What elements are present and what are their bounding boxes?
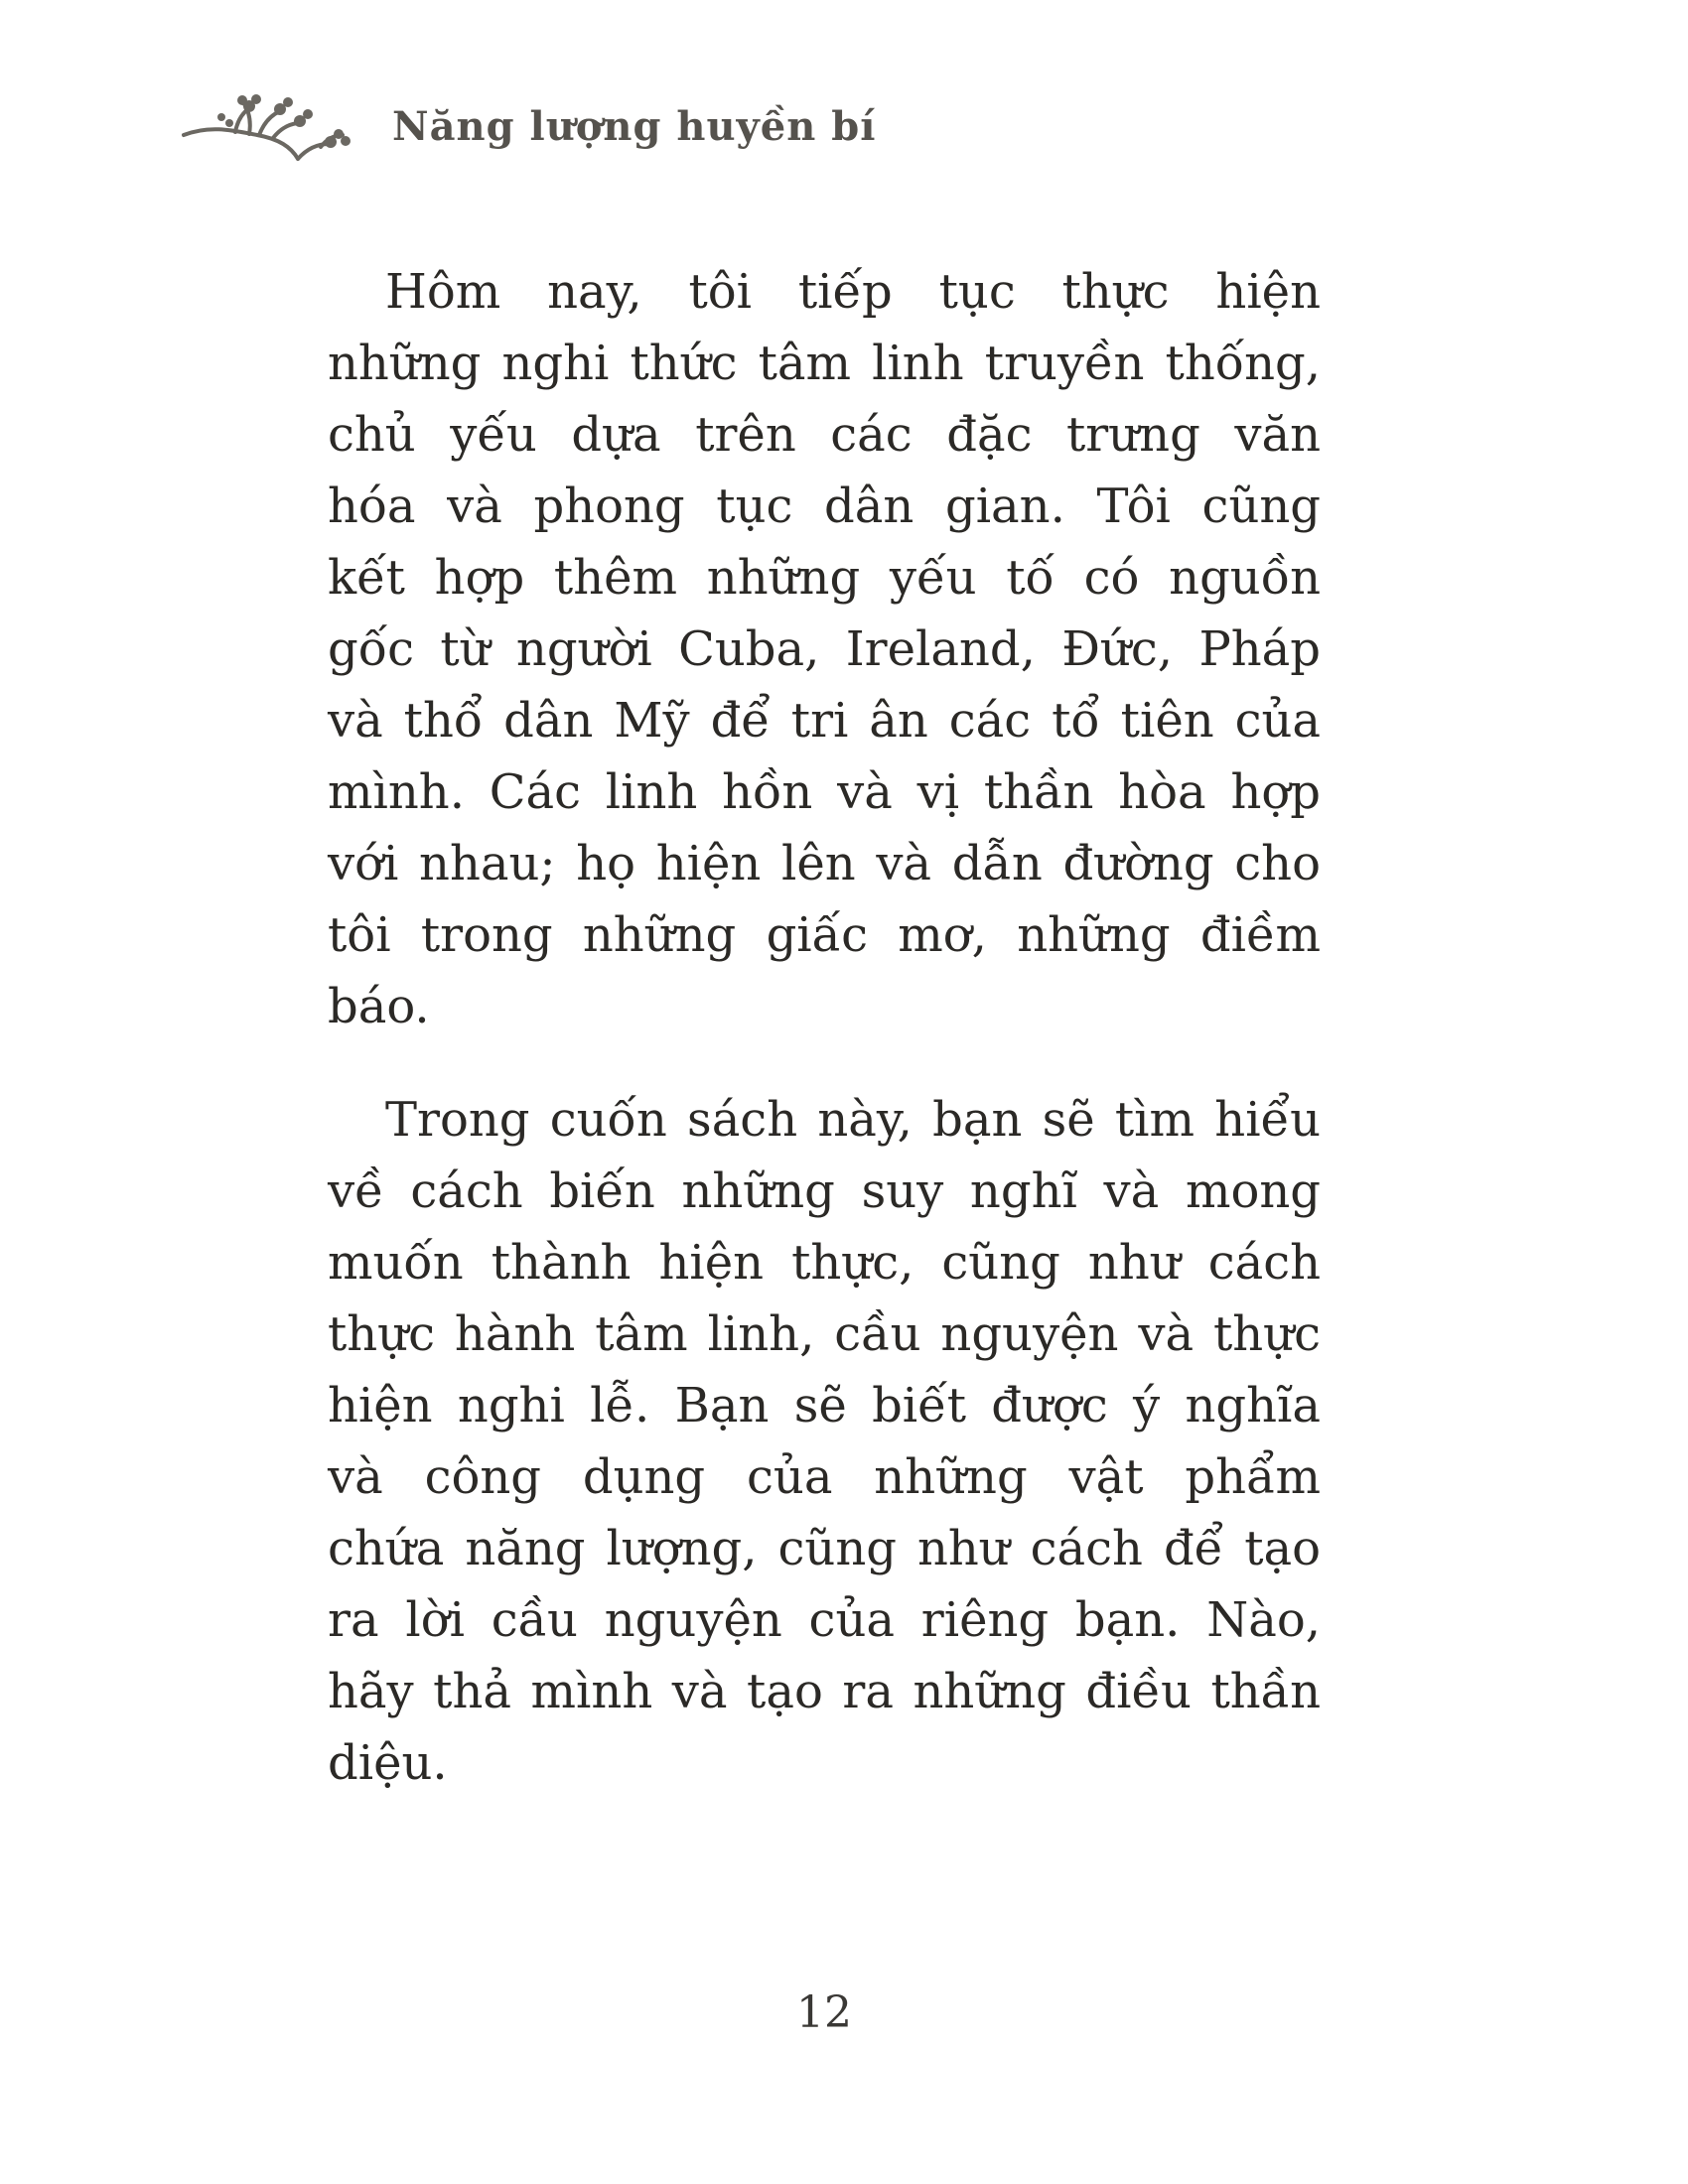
body-text: [328, 256, 1321, 1799]
branch-ornament-icon: [182, 89, 366, 169]
running-header-title: Năng lượng huyền bí: [392, 102, 877, 150]
paragraph-2: Trong cuốn sách này, bạn sẽ tìm hiểu về cách biến những suy nghĩ và mong muốn thành hiện thực, cũng như cách thực hành tâm linh, cầu nguyện và thực hiện nghi lễ. Bạn sẽ biết được ý nghĩa và công dụng của những vật phẩm chứa năng lượng, cũng như cách để tạo ra lời cầu nguyện của riêng bạn. Nào, hãy thả mình và tạo ra những điều thần diệu.: [328, 1092, 1321, 1791]
running-header: [182, 87, 876, 171]
paragraph-1: Hôm nay, tôi tiếp tục thực hiện những nghi thức tâm linh truyền thống, chủ yếu dựa trên các đặc trưng văn hóa và phong tục dân gian. Tôi cũng kết hợp thêm những yếu tố có nguồn gốc từ người Cuba, Ireland, Đức, Pháp và thổ dân Mỹ để tri ân các tổ tiên của mình. Các linh hồn và vị thần hòa hợp với nhau; họ hiện lên và dẫn đường cho tôi trong những giấc mơ, những điềm báo.: [328, 264, 1321, 1034]
page-number: 12: [796, 1987, 852, 2038]
page-footer: [328, 1987, 1321, 2038]
